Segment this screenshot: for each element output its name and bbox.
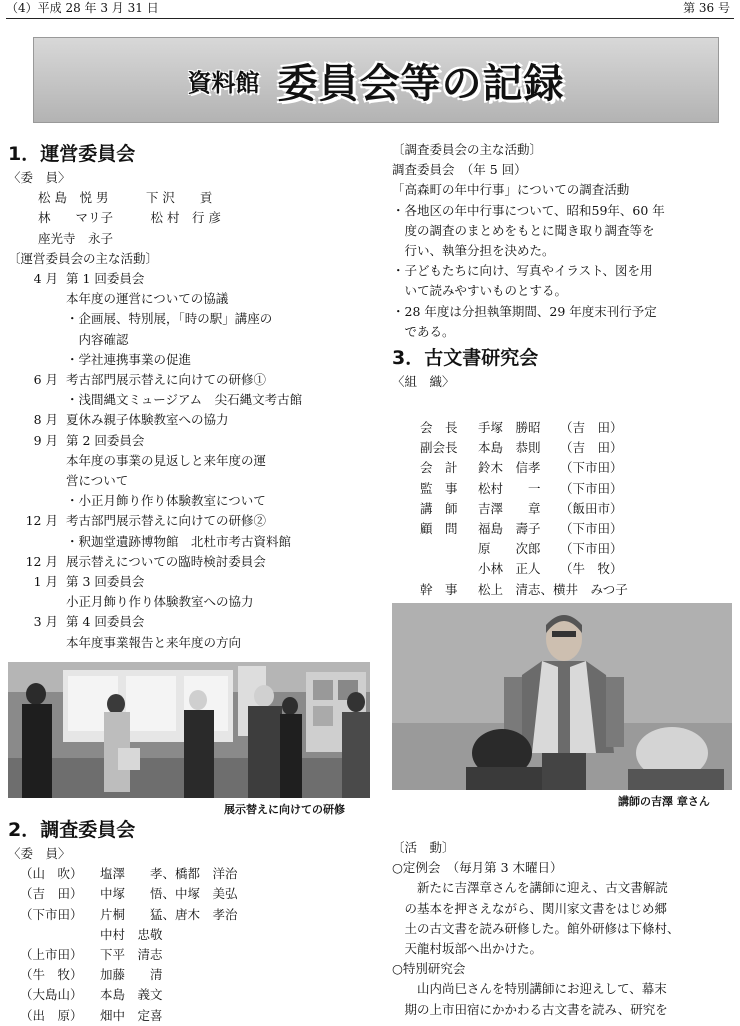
member-line: 松 島 悦 男 下 沢 貢: [38, 190, 213, 206]
member-line: 座光寺 永子: [38, 230, 114, 246]
activity-line: の基本を押さえながら、関川家文書をはじめ郷: [392, 900, 668, 916]
activity-line: ○定例会 （毎月第 3 木曜日）: [392, 860, 563, 876]
activity-row: [8, 471, 378, 491]
org-row: [420, 458, 672, 478]
survey-line: 〔調査委員会の主な活動〕: [392, 142, 543, 157]
activity-month: 12 月: [25, 553, 58, 569]
section-1-title: 1．運営委員会: [8, 143, 136, 165]
org-name: 手塚 勝昭: [478, 420, 541, 435]
activity-text: 第 1 回委員会: [66, 271, 145, 287]
left-column: [8, 140, 378, 653]
activity-row: [8, 269, 378, 289]
org-role: [420, 559, 478, 579]
org-name: 原 次郎: [478, 541, 541, 557]
activity-month: [8, 350, 66, 370]
activity-row: [8, 390, 378, 410]
section-1-activities: [8, 269, 378, 653]
activity-line: 期の上市田宿にかかわる古文書を読み、研究を: [392, 1001, 668, 1017]
activity-line: 土の古文書を読み研修した。館外研修は下條村、: [392, 920, 680, 936]
member-area: （吉 田）: [20, 886, 83, 902]
activity-month: [8, 532, 66, 552]
org-name: 本島 恭則: [478, 440, 541, 456]
org-name: 吉澤 章: [478, 500, 541, 516]
survey-line: 度の調査のまとめをもとに聞き取り調査等を: [392, 222, 655, 238]
org-role: 講 師: [420, 500, 458, 516]
title-banner: [33, 37, 719, 123]
org-name: 鈴木 信孝: [478, 460, 541, 476]
member-names: 本島 義文: [100, 987, 163, 1003]
lecturer-photo: [392, 603, 732, 790]
activity-month: [8, 592, 66, 612]
activity-text: 本年度事業報告と来年度の方向: [66, 634, 242, 650]
activity-row: [8, 612, 378, 632]
banner-subtitle: 資料館: [187, 68, 260, 97]
org-row: [420, 539, 672, 559]
activity-row: [8, 309, 378, 329]
activity-text: 考古部門展示替えに向けての研修②: [66, 513, 267, 529]
section-2-members: [8, 864, 378, 1026]
member-row: [8, 884, 378, 904]
activity-row: [8, 532, 378, 552]
activity-text: 本年度の事業の見返しと来年度の運: [66, 452, 267, 468]
activity-text: 展示替えについての臨時検討委員会: [66, 553, 266, 569]
member-names: 畑中 定喜: [100, 1007, 163, 1023]
banner-title: 委員会等の記録: [277, 60, 565, 107]
section-3-title: 3．古文書研究会: [392, 347, 539, 370]
org-row: [420, 499, 672, 519]
member-row: [8, 864, 378, 884]
activity-text: 本年度の運営についての協議: [66, 291, 229, 307]
activity-text: 夏休み親子体験教室への協力: [66, 412, 229, 428]
org-role: 会 長: [420, 420, 458, 435]
member-names: 中塚 悟、中塚 美弘: [100, 886, 238, 902]
activity-month: 4 月: [33, 271, 58, 287]
member-area: （出 原）: [20, 1007, 83, 1023]
activity-month: [8, 289, 66, 309]
section-2-members-label: 〈委 員〉: [8, 846, 71, 861]
org-name: 福島 壽子: [478, 521, 541, 537]
org-area: （下市田）: [560, 480, 623, 496]
activity-month: [8, 451, 66, 471]
org-row: [420, 519, 672, 539]
member-area: （牛 牧）: [20, 967, 83, 983]
activity-row: [8, 572, 378, 592]
survey-line: ・各地区の年中行事について、昭和59年、60 年: [392, 202, 665, 218]
member-row: [8, 985, 378, 1005]
activity-line: ○特別研究会: [392, 961, 466, 977]
page-header: [6, 0, 734, 19]
member-area: [8, 925, 100, 945]
activity-lines: [392, 858, 737, 1020]
activity-row: [8, 431, 378, 451]
activity-row: [8, 370, 378, 390]
member-area: （山 吹）: [20, 866, 83, 882]
activity-month: 6 月: [33, 372, 58, 388]
activity-text: ・企画展、特別展，「時の駅」講座の: [66, 311, 273, 327]
activity-text: 小正月飾り作り体験教室への協力: [66, 594, 254, 610]
activity-month: 8 月: [33, 412, 58, 428]
exhibit-photo-caption: 展示替えに向けての研修: [224, 803, 345, 816]
activity-row: [8, 289, 378, 309]
activity-row: [8, 451, 378, 471]
activity-row: [8, 511, 378, 531]
member-row: [8, 1006, 378, 1026]
org-name: 松上 清志、横井 みつ子: [478, 581, 628, 597]
activity-text: ・学社連携事業の促進: [66, 351, 192, 367]
member-row: [8, 945, 378, 965]
org-role: [420, 539, 478, 559]
lecturer-photo-caption: 講師の吉澤 章さん: [618, 795, 710, 808]
member-row: [8, 965, 378, 985]
activity-text: 内容確認: [66, 331, 129, 347]
activity-row: [8, 592, 378, 612]
activity-month: [8, 471, 66, 491]
member-row: [8, 905, 378, 925]
org-row: [420, 479, 672, 499]
member-line: 林 マリ子 松 村 行 彦: [38, 210, 221, 226]
activity-month: 3 月: [33, 614, 58, 630]
activity-month: [8, 390, 66, 410]
activity-text: 考古部門展示替えに向けての研修①: [66, 372, 267, 388]
activity-line: 天龍村坂部へ出かけた。: [392, 941, 543, 957]
survey-line: である。: [392, 323, 455, 339]
activity-row: [8, 350, 378, 370]
org-area: （吉 田）: [560, 440, 623, 456]
org-area: （下市田）: [560, 521, 623, 537]
org-role: 会 計: [420, 460, 458, 476]
lecturer-photo-image: [392, 603, 732, 790]
org-area: （下市田）: [560, 460, 623, 476]
activity-label: 〔活 動〕: [392, 840, 455, 855]
exhibit-photo: [8, 662, 370, 798]
member-names: 片桐 猛、唐木 孝治: [100, 906, 238, 922]
activity-text: 第 3 回委員会: [66, 574, 145, 590]
exhibit-photo-image: [8, 662, 370, 798]
activity-month: [8, 491, 66, 511]
org-area: （飯田市）: [560, 500, 623, 516]
activity-month: 12 月: [25, 513, 58, 529]
activity-month: [8, 309, 66, 329]
issue-number: 第 36 号: [683, 1, 730, 15]
activity-row: [8, 491, 378, 511]
org-role: 監 事: [420, 480, 458, 496]
activity-text: ・小正月飾り作り体験教室について: [66, 493, 266, 509]
survey-line: いて読みやすいものとする。: [392, 283, 568, 299]
member-names: 下平 清志: [100, 947, 163, 963]
activity-row: [8, 552, 378, 572]
survey-line: 調査委員会 （年 5 回）: [392, 162, 527, 178]
section-1-members-label: 〈委 員〉: [8, 170, 71, 185]
activity-row: [8, 633, 378, 653]
org-row: [420, 580, 672, 600]
member-names: 中村 忠敬: [100, 926, 163, 942]
activity-month: [8, 330, 66, 350]
section-1-activities-label: 〔運営委員会の主な活動〕: [8, 250, 159, 266]
survey-line: ・子どもたちに向け、写真やイラスト、図を用: [392, 263, 653, 279]
activity-row: [8, 330, 378, 350]
member-names: 塩澤 孝、橋都 洋治: [100, 866, 238, 882]
org-area: （下市田）: [560, 541, 623, 557]
org-row: [420, 559, 672, 579]
activity-month: [8, 633, 66, 653]
org-row: [420, 418, 672, 438]
member-area: （上市田）: [20, 947, 83, 963]
survey-line: 「高森町の年中行事」についての調査活動: [392, 182, 630, 198]
activity-month: 9 月: [33, 432, 58, 448]
activity-line: 新たに吉澤章さんを講師に迎え、古文書解読: [392, 880, 668, 896]
org-role: 顧 問: [420, 521, 458, 537]
right-column: [392, 140, 737, 392]
org-row: [420, 438, 672, 458]
member-names: 加藤 清: [100, 967, 163, 983]
member-area: （下市田）: [20, 906, 83, 922]
section-3-org-label: 〈組 織〉: [392, 374, 455, 390]
activity-line: 山内尚巳さんを特別講師にお迎えして、幕末: [392, 981, 667, 997]
section-3-activities: [392, 838, 737, 1020]
survey-activities: [392, 140, 737, 342]
org-name: 松村 一: [478, 480, 541, 496]
section-2: [8, 816, 378, 1026]
activity-text: 第 2 回委員会: [66, 432, 145, 448]
issue-date: （4）平成 28 年 3 月 31 日: [6, 1, 159, 15]
activity-row: [8, 410, 378, 430]
org-role: 幹 事: [420, 581, 458, 597]
section-2-title: 2．調査委員会: [8, 819, 136, 841]
activity-text: 第 4 回委員会: [66, 614, 145, 630]
member-row: [8, 925, 378, 945]
survey-line: 行い、執筆分担を決めた。: [392, 243, 555, 259]
section-1-members: [8, 188, 378, 249]
activity-text: ・浅間縄文ミュージアム 尖石縄文考古館: [66, 392, 303, 408]
activity-text: ・釈迦堂遺跡博物館 北杜市考古資料館: [66, 533, 292, 549]
section-3-members: [420, 418, 672, 620]
org-area: （牛 牧）: [560, 561, 623, 577]
org-area: （吉 田）: [560, 420, 623, 435]
org-name: 小林 正人: [478, 561, 541, 577]
activity-month: 1 月: [33, 574, 58, 590]
member-area: （大島山）: [20, 987, 83, 1003]
activity-text: 営について: [66, 473, 129, 489]
survey-line: ・28 年度は分担執筆期間、29 年度末刊行予定: [392, 303, 657, 319]
org-role: 副会長: [420, 440, 458, 456]
